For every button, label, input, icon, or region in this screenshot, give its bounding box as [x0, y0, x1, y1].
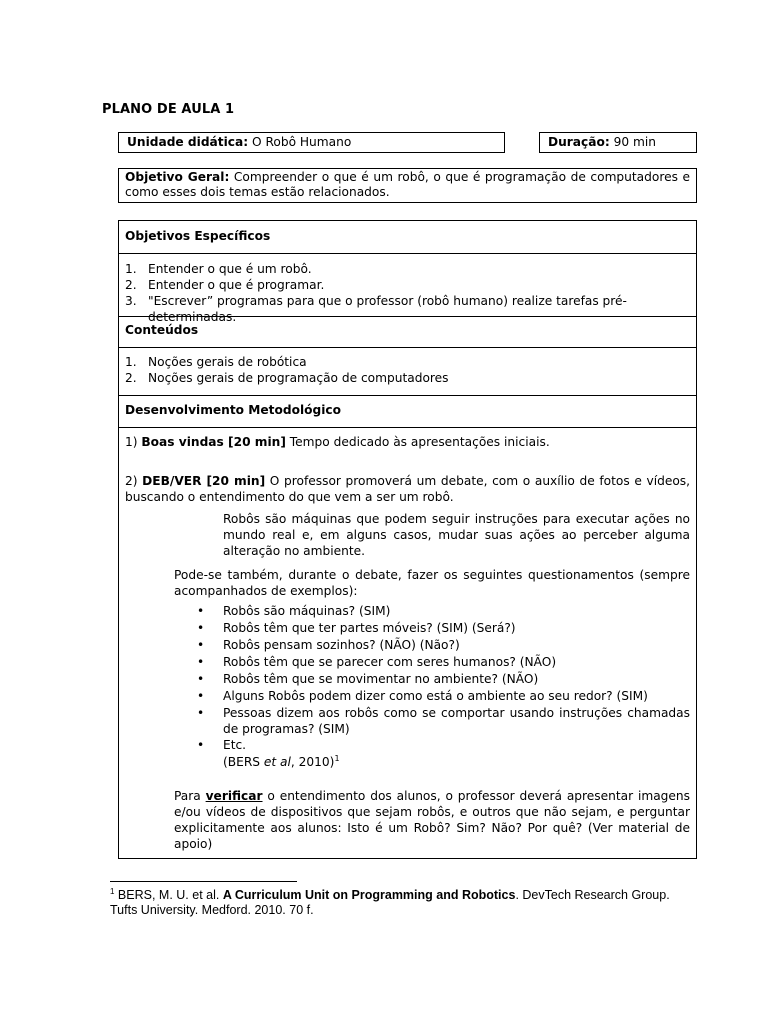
bullet-icon: • — [197, 689, 205, 703]
list-item: • Robôs têm que ter partes móveis? (SIM) (Será?) — [197, 621, 516, 635]
methodology-heading: Desenvolvimento Metodológico — [125, 403, 342, 417]
contents-list — [125, 354, 690, 386]
questions-list — [125, 603, 690, 771]
duration-label: Duração: — [548, 135, 610, 149]
footnote-divider — [110, 881, 297, 882]
specific-objectives-list — [125, 261, 690, 325]
general-objective-text: Compreender o que é um robô, o que é programação de computadores e como esses dois temas estão relacionados. — [125, 170, 690, 199]
unit-box — [118, 132, 505, 153]
bullet-icon: • — [197, 738, 205, 752]
general-objective-box — [118, 168, 697, 203]
methodology-header-row — [119, 396, 696, 428]
list-item: • Robôs são máquinas? (SIM) — [197, 604, 391, 618]
bullet-icon: • — [197, 672, 205, 686]
list-item: 2. Entender o que é programar. — [125, 278, 325, 292]
list-item: 1. Noções gerais de robótica — [125, 355, 307, 369]
list-item: 3. "Escrever” programas para que o professor (robô humano) realize tarefas pré-determinadas. — [125, 294, 627, 324]
closing-paragraph: Para verificar o entendimento dos alunos, o professor deverá apresentar imagens e/ou vídeos de dispositivos que sejam robôs, e outros que não sejam, e perguntar explicitamente aos alunos: Isto é um Robô? Sim? Não? Por quê? (Ver material de apoio) — [174, 789, 690, 851]
list-item: • Pessoas dizem aos robôs como se comportar usando instruções chamadas de programas? (SIM) — [197, 706, 690, 736]
methodology-row — [119, 428, 696, 858]
specific-objectives-heading: Objetivos Específicos — [125, 229, 271, 243]
general-objective-label: Objetivo Geral: — [125, 170, 230, 184]
bullet-icon: • — [197, 655, 205, 669]
bullet-icon: • — [197, 638, 205, 652]
list-item: • Robôs pensam sozinhos? (NÃO) (Não?) — [197, 638, 460, 652]
unit-label: Unidade didática: — [127, 135, 249, 149]
list-item: • Robôs têm que se movimentar no ambiente? (NÃO) — [197, 672, 539, 686]
lesson-table — [118, 220, 697, 859]
bullet-icon: • — [197, 706, 205, 720]
list-item: 1. Entender o que é um robô. — [125, 262, 312, 276]
list-item: 2. Noções gerais de programação de computadores — [125, 371, 449, 385]
bullet-icon: • — [197, 621, 205, 635]
step-2: 2) DEB/VER [20 min] O professor promoverá um debate, com o auxílio de fotos e vídeos, buscando o entendimento do que vem a ser um robô. — [125, 474, 691, 504]
questions-intro: Pode-se também, durante o debate, fazer os seguintes questionamentos (sempre acompanhados de exemplos): — [174, 568, 690, 598]
specific-objectives-row — [119, 254, 696, 324]
list-item: • Alguns Robôs podem dizer como está o ambiente ao seu redor? (SIM) — [197, 689, 648, 703]
citation: (BERS et al, 2010)$^1$ — [223, 753, 340, 769]
specific-objectives-header-row — [119, 221, 696, 254]
duration-value: 90 min — [613, 135, 656, 149]
contents-header-row — [119, 317, 696, 348]
list-item: • Etc. — [197, 738, 247, 752]
list-item: • Robôs têm que se parecer com seres humanos? (NÃO) — [197, 655, 557, 669]
contents-row — [119, 348, 696, 396]
duration-box — [539, 132, 697, 153]
footnote: $^1$ BERS, M. U. et al. A Curriculum Unit on Programming and Robotics. DevTech Research Group. Tufts University. Medford. 2010. 70 f. — [110, 886, 670, 917]
page-title: PLANO DE AULA 1 — [102, 102, 235, 117]
contents-heading: Conteúdos — [125, 323, 199, 337]
step-1: 1) Boas vindas [20 min] Tempo dedicado às apresentações iniciais. — [125, 435, 550, 449]
unit-value: O Robô Humano — [251, 135, 352, 149]
robot-definition: Robôs são máquinas que podem seguir instruções para executar ações no mundo real e, em alguns casos, mudar suas ações ao perceber alguma alteração no ambiente. — [223, 512, 690, 558]
bullet-icon: • — [197, 604, 205, 618]
